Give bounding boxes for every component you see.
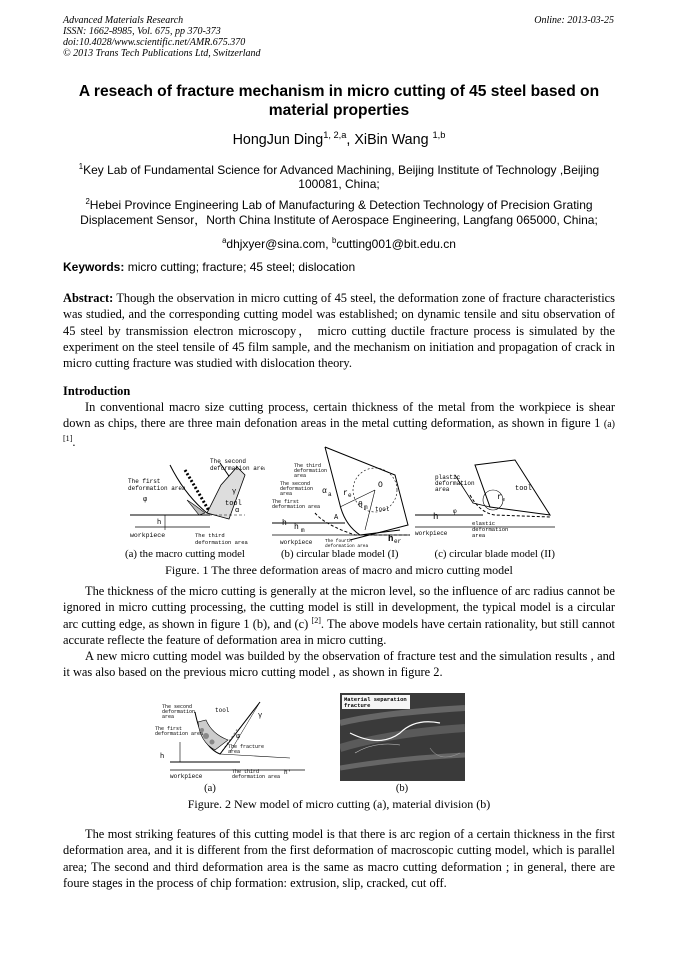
fig1b-label-6: The first <box>272 499 300 505</box>
fig2a-label-10: The third <box>232 769 260 775</box>
fig1c-label-9: area <box>472 532 486 539</box>
figure-2a-drawing <box>140 692 305 782</box>
fig1a-gamma: γ <box>232 488 237 496</box>
fig1c-label-7: elastic <box>472 520 496 527</box>
title-line-1: A reseach of fracture mechanism in micro cutting of 45 steel based on <box>78 83 600 100</box>
title-line-2: material properties <box>268 102 410 119</box>
intro-p1-ref-a: (a) <box>603 419 615 431</box>
affiliation-2 <box>40 198 638 228</box>
aff2-sup: 2 <box>85 197 90 206</box>
fig1c-e-sub: e <box>502 497 506 503</box>
fig2a-h: h <box>160 753 165 761</box>
figure-2-caption: Figure. 2 New model of micro cutting (a), material division (b) <box>187 797 491 811</box>
fig1-subcaption-a: (a) the macro cutting model <box>125 548 245 560</box>
fig1b-label-11: deformation area <box>325 544 369 547</box>
fig1b-h-m: h <box>294 523 299 532</box>
fig1b-label-2: area <box>294 473 307 479</box>
intro-paragraph-4: The most striking features of this cutting model is that there is arc region of a certain thickness in the first deformation area, and it is different from the first deformation of macroscopic cutting model, which is parallel area; The second and third deformation area is the same as macro cutting deformation ; in general, there are foure stages in the process of chip formation: extrusion, slip, cracked, cut off. <box>63 827 615 890</box>
figure-2b-micrograph <box>340 693 465 781</box>
email-a-sup: a <box>222 236 227 245</box>
intro-paragraph-3: A new micro cutting model was builded by the observation of fracture test and the simulation results , and it was also based on the previous micro cutting model , as shown in figure 2. <box>63 649 615 680</box>
keywords-label: Keywords: <box>63 260 125 274</box>
fig1b-label-9: workpiece <box>280 539 313 546</box>
fig2b-label-0: Material separation <box>344 696 407 703</box>
fig1b-label-0: The third <box>294 463 322 469</box>
fig1b-r: r <box>343 489 348 498</box>
fig1a-label-3: deformation area <box>128 485 186 492</box>
fig1c-label-2: area <box>435 486 450 493</box>
intro-p1-end: . <box>72 434 76 449</box>
affiliation-1 <box>40 163 638 191</box>
issn: ISSN: 1662-8985, Vol. 675, pp 370-373 <box>63 26 221 37</box>
author-2-sup: 1,b <box>432 130 446 141</box>
intro-p1-cite[interactable]: [1] <box>63 433 73 443</box>
fig1b-label-8: tool <box>375 506 390 513</box>
aff1-sup: 1 <box>78 162 84 171</box>
figure-1-caption: Figure. 1 The three deformation areas of macro and micro cutting model <box>165 563 513 577</box>
fig1a-h: h <box>157 519 162 527</box>
figure-1b <box>270 445 410 547</box>
fig2a-label-2: area <box>162 714 175 720</box>
intro-p2-text-a: The thickness of the micro cutting is generally at the micron level, so the influence of arc radius cannot be ignored in micro cutting processing, the cutting model is still in development, the typical model is a circular arc cutting edge, as shown in figure 1 (b), and (c) <box>63 584 615 631</box>
intro-paragraph-2 <box>63 583 615 648</box>
figure-1a <box>125 455 265 547</box>
figure-1c <box>415 455 555 547</box>
fig2a-label-11: deformation area <box>232 774 281 780</box>
fig2a-label-1: deformation <box>162 709 196 715</box>
fig1b-label-3: The second <box>280 481 311 487</box>
fig1a-phi: φ <box>143 496 148 504</box>
abstract <box>63 290 615 371</box>
emails <box>40 237 638 251</box>
fig1b-h-er: h <box>388 534 394 544</box>
fig1a-label-4: tool <box>225 500 242 508</box>
fig1b-h: h <box>282 519 287 528</box>
abstract-text: Though the observation in micro cutting of 45 steel, the deformation zone of fracture characteristics was studied, and the corresponding cutting model was established; on dynamic tensile and situ observation of 45 steel by transmission electron microscopy， micro cutting ductile fracture process is simulated by the experiment on the steel tensile of 45 film sample, and the mechanism on initiation and propagation of crack in micro cutting fracture was studied with dislocation theory. <box>63 291 615 371</box>
keywords <box>63 260 355 274</box>
fig1b-m-sub: m <box>301 527 305 534</box>
copyright: © 2013 Trans Tech Publications Ltd, Switzerland <box>63 48 261 59</box>
intro-p1-text: In conventional macro size cutting process, certain thickness of the metal from the workpiece is shear down as chips, there are three main defonation areas in the metal cutting deformation, as shown in figure 1 <box>63 400 615 431</box>
fig1b-label-1: deformation <box>294 468 328 474</box>
fig1c-label-3: tool <box>515 485 532 493</box>
fig2a-label-6: The fracture <box>228 744 265 750</box>
fig1c-label-10: workpiece <box>415 530 448 537</box>
fig1b-A: A <box>334 514 339 522</box>
figure-1a-drawing <box>125 455 265 547</box>
author-2: XiBin Wang <box>354 132 433 148</box>
figure-2a <box>140 692 305 782</box>
fig1b-label-10: The fourth <box>325 539 353 544</box>
online-date: Online: 2013-03-25 <box>534 15 614 26</box>
fig1b-label-4: deformation <box>280 486 314 492</box>
figure-2b-drawing <box>340 693 465 781</box>
fig2-subcaption-b: (b) <box>395 783 409 794</box>
email-a[interactable]: dhjxyer@sina.com, <box>226 237 332 251</box>
fig1c-label-8: deformation <box>472 526 509 533</box>
fig1b-er-sub: er <box>394 538 402 545</box>
fig2a-gamma: γ <box>258 712 263 720</box>
fig2a-label-0: The second <box>162 704 193 710</box>
intro-p2-text-b: . The above models have certain rationality, but still cannot accurate reflecte the feature of deformation area in micro cutting. <box>63 616 615 647</box>
fig1a-label-6: The third <box>195 532 225 539</box>
figure-1c-drawing <box>415 455 555 547</box>
fig1-subcaption-c: (c) circular blade model (II) <box>434 548 555 560</box>
author-1: HongJun Ding <box>232 132 324 148</box>
figure-1b-drawing <box>270 445 410 547</box>
fig1b-theta: θ <box>358 501 363 510</box>
email-b-sup: b <box>331 236 337 245</box>
fig1b-theta-m: m <box>364 504 368 511</box>
paper-title <box>40 82 638 120</box>
fig1b-O: O <box>378 481 383 490</box>
fig1a-label-1: deformation area <box>210 465 265 472</box>
fig1a-label-2: The first <box>128 478 161 485</box>
fig1c-h: h <box>433 512 439 522</box>
fig1c-r: r <box>497 493 502 502</box>
fig2-subcaption-a: (a) <box>204 783 216 794</box>
fig1c-phi: φ <box>453 508 457 515</box>
fig1a-label-0: The second <box>210 458 247 465</box>
fig1b-label-5: area <box>280 491 293 497</box>
introduction-heading: Introduction <box>63 384 131 398</box>
journal-header <box>63 15 261 59</box>
author-sep: , <box>346 132 355 148</box>
fig2a-phi: φ <box>236 733 241 741</box>
fig1b-label-7: deformation area <box>272 504 321 510</box>
figure-1-subcaptions <box>125 548 555 560</box>
fig2a-label-5: deformation area <box>155 731 204 737</box>
keywords-text: micro cutting; fracture; 45 steel; dislocation <box>124 260 356 274</box>
author-1-sup: 1, 2,a <box>323 130 347 141</box>
intro-paragraph-1 <box>63 399 615 450</box>
fig2a-label-4: The first <box>155 726 183 732</box>
aff2-line-2: Displacement Sensor，North China Institute of Aerospace Engineering, Langfang 065000, China; <box>80 213 598 227</box>
fig1b-e-sub: e <box>348 492 352 499</box>
doi[interactable]: doi:10.4028/www.scientific.net/AMR.675.370 <box>63 37 246 48</box>
fig1a-label-7: deformation area <box>195 539 248 546</box>
email-b[interactable]: cutting001@bit.edu.cn <box>336 237 456 251</box>
aff2-line-1: Hebei Province Engineering Lab of Manufacturing & Detection Technology of Precision Grating <box>89 198 593 212</box>
fig2a-label-9: workpiece <box>170 773 203 780</box>
fig2b-label-1: fracture <box>344 702 371 709</box>
aff1-line-1: Key Lab of Fundamental Science for Advanced Machining, Beijing Institute of Technology ,Beijing <box>83 163 600 177</box>
fig2a-label-7: area <box>228 749 241 755</box>
fig1b-alpha-a: a <box>328 491 332 498</box>
aff1-line-2: 100081, China; <box>298 177 380 191</box>
fig2a-label-3: tool <box>215 707 230 714</box>
fig1a-label-5: workpiece <box>130 532 166 539</box>
journal-name: Advanced Materials Research <box>63 15 184 26</box>
fig1a-alpha: α <box>235 507 240 515</box>
authors <box>40 132 638 148</box>
fig1c-label-1: deformation <box>435 480 475 487</box>
intro-p2-cite[interactable]: [2] <box>311 615 321 625</box>
fig1-subcaption-b: (b) circular blade model (I) <box>280 548 399 560</box>
fig2a-h-prime: h' <box>284 769 292 776</box>
abstract-label: Abstract: <box>63 291 114 305</box>
fig1b-alpha: α <box>322 487 327 496</box>
fig1c-label-0: plastic <box>435 474 461 481</box>
